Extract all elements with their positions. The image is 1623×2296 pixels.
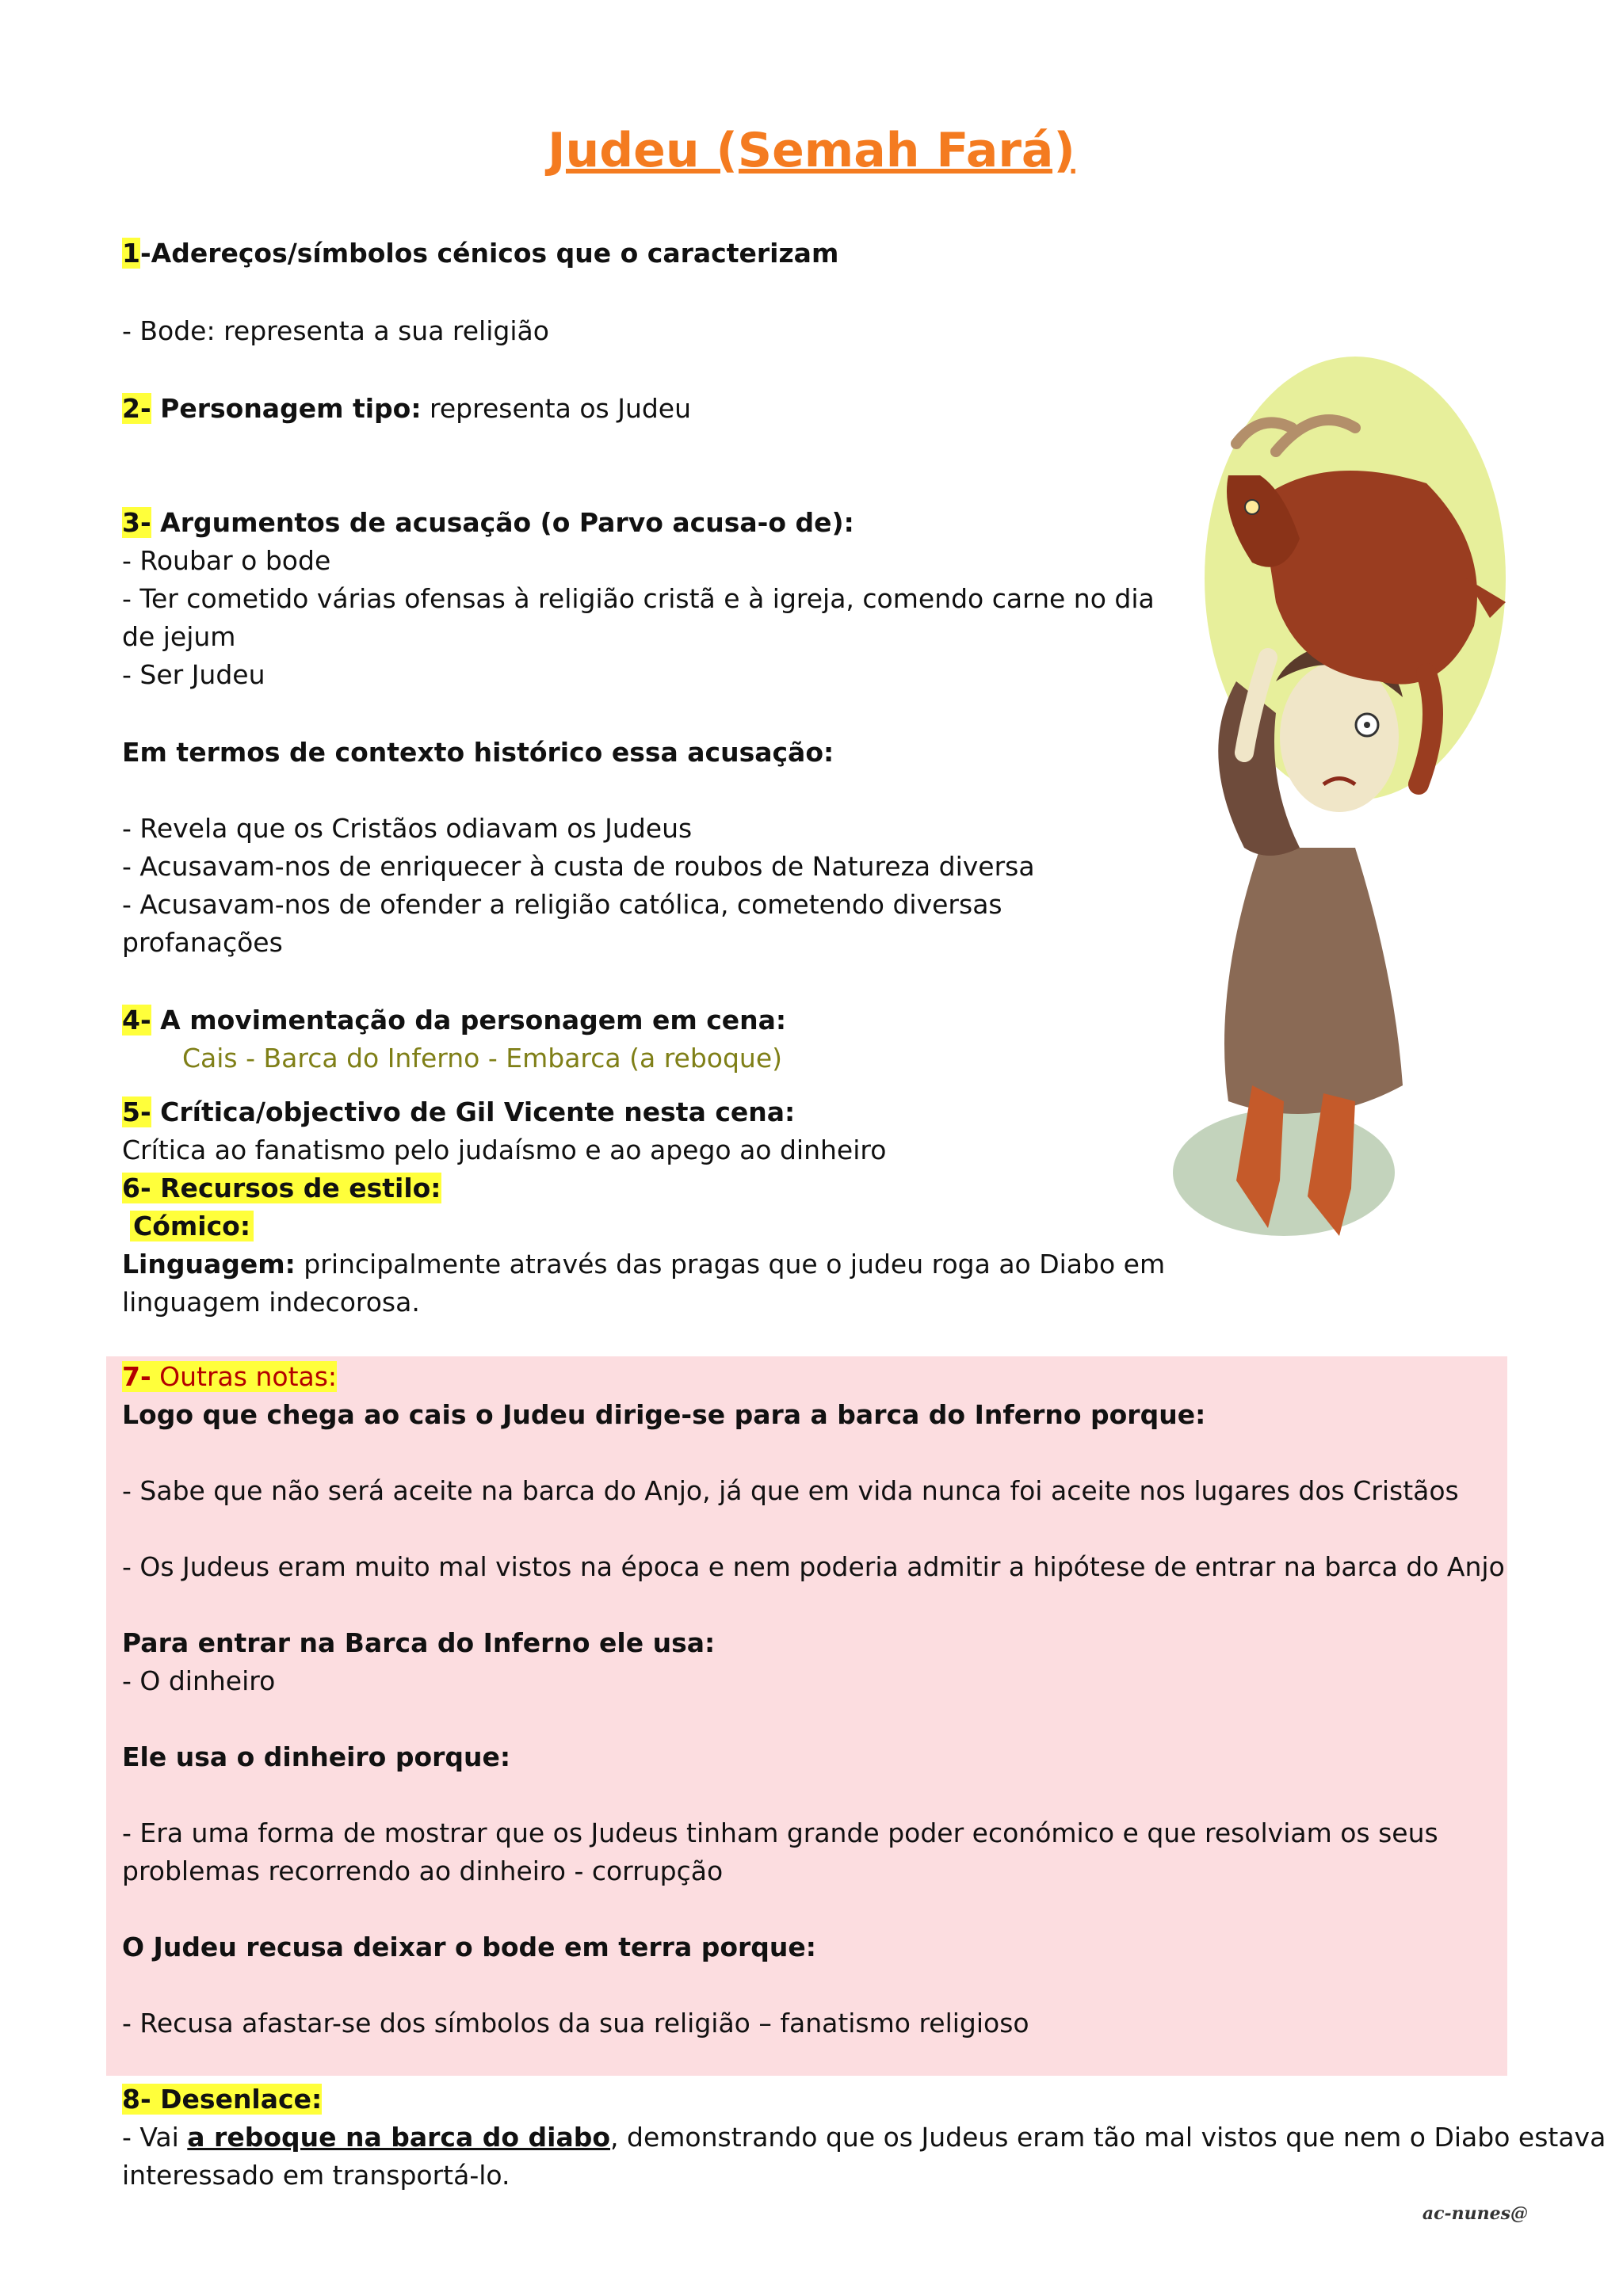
jew-carrying-goat-illustration [1141,341,1514,1268]
section-4-heading: 4- A movimentação da personagem em cena: [122,1005,787,1035]
notes-answer: - Era uma forma de mostrar que os Judeus tinham grande poder económico e que resolviam os seus [122,1817,1438,1848]
list-item: - Revela que os Cristãos odiavam os Judeus [122,813,693,844]
list-item: profanações [122,927,283,958]
notes-answer: - O dinheiro [122,1665,276,1696]
section-2: 2- Personagem tipo: representa os Judeu [122,393,692,424]
list-item: de jejum [122,621,236,652]
list-item: - Roubar o bode [122,545,331,576]
notes-question: Logo que chega ao cais o Judeu dirige-se para a barca do Inferno porque: [122,1399,1206,1430]
notes-answer: - Recusa afastar-se dos símbolos da sua religião – fanatismo religioso [122,2008,1029,2039]
notes-question: Ele usa o dinheiro porque: [122,1741,511,1772]
section-6-heading: 6- Recursos de estilo: [122,1173,441,1203]
section-8-heading: 8- Desenlace: [122,2084,323,2115]
list-item: - Acusavam-nos de ofender a religião católica, cometendo diversas [122,889,1002,920]
section-5-text: Crítica ao fanatismo pelo judaísmo e ao apego ao dinheiro [122,1135,887,1165]
notes-answer: - Sabe que não será aceite na barca do Anjo, já que em vida nunca foi aceite nos lugares dos Cristãos [122,1475,1459,1506]
section-1-item: - Bode: representa a sua religião [122,315,549,346]
section-6-text-2: linguagem indecorosa. [122,1287,420,1318]
section-4-text: Cais - Barca do Inferno - Embarca (a reboque) [182,1043,783,1074]
list-item: - Acusavam-nos de enriquecer à custa de roubos de Natureza diversa [122,851,1035,882]
list-item: - Ter cometido várias ofensas à religião cristã e à igreja, comendo carne no dia [122,583,1155,614]
section-6-text: Linguagem: principalmente através das pragas que o judeu roga ao Diabo em [122,1249,1166,1280]
signature: ac-nunes@ [1422,2203,1528,2224]
notes-answer: problemas recorrendo ao dinheiro - corrupção [122,1855,724,1886]
section-6-sub: Cómico: [130,1207,254,1245]
section-7-heading: 7- Outras notas: [122,1361,338,1392]
notes-box [106,1356,1507,2076]
page-title: Judeu (Semah Fará) [548,123,1075,178]
list-item: - Ser Judeu [122,659,265,690]
section-5-heading: 5- Crítica/objectivo de Gil Vicente nesta cena: [122,1097,796,1127]
context-heading: Em termos de contexto histórico essa acusação: [122,737,834,768]
notes-question: O Judeu recusa deixar o bode em terra porque: [122,1932,816,1962]
section-8-text: - Vai a reboque na barca do diabo, demonstrando que os Judeus eram tão mal vistos que nem o Diabo estava [122,2122,1606,2153]
section-8-text-2: interessado em transportá-lo. [122,2160,510,2191]
section-3-heading: 3- Argumentos de acusação (o Parvo acusa-o de): [122,507,854,538]
notes-question: Para entrar na Barca do Inferno ele usa: [122,1627,716,1658]
notes-answer: - Os Judeus eram muito mal vistos na época e nem poderia admitir a hipótese de entrar na barca do Anjo [122,1551,1505,1582]
section-1-heading: 1-Adereços/símbolos cénicos que o caracterizam [122,238,839,269]
